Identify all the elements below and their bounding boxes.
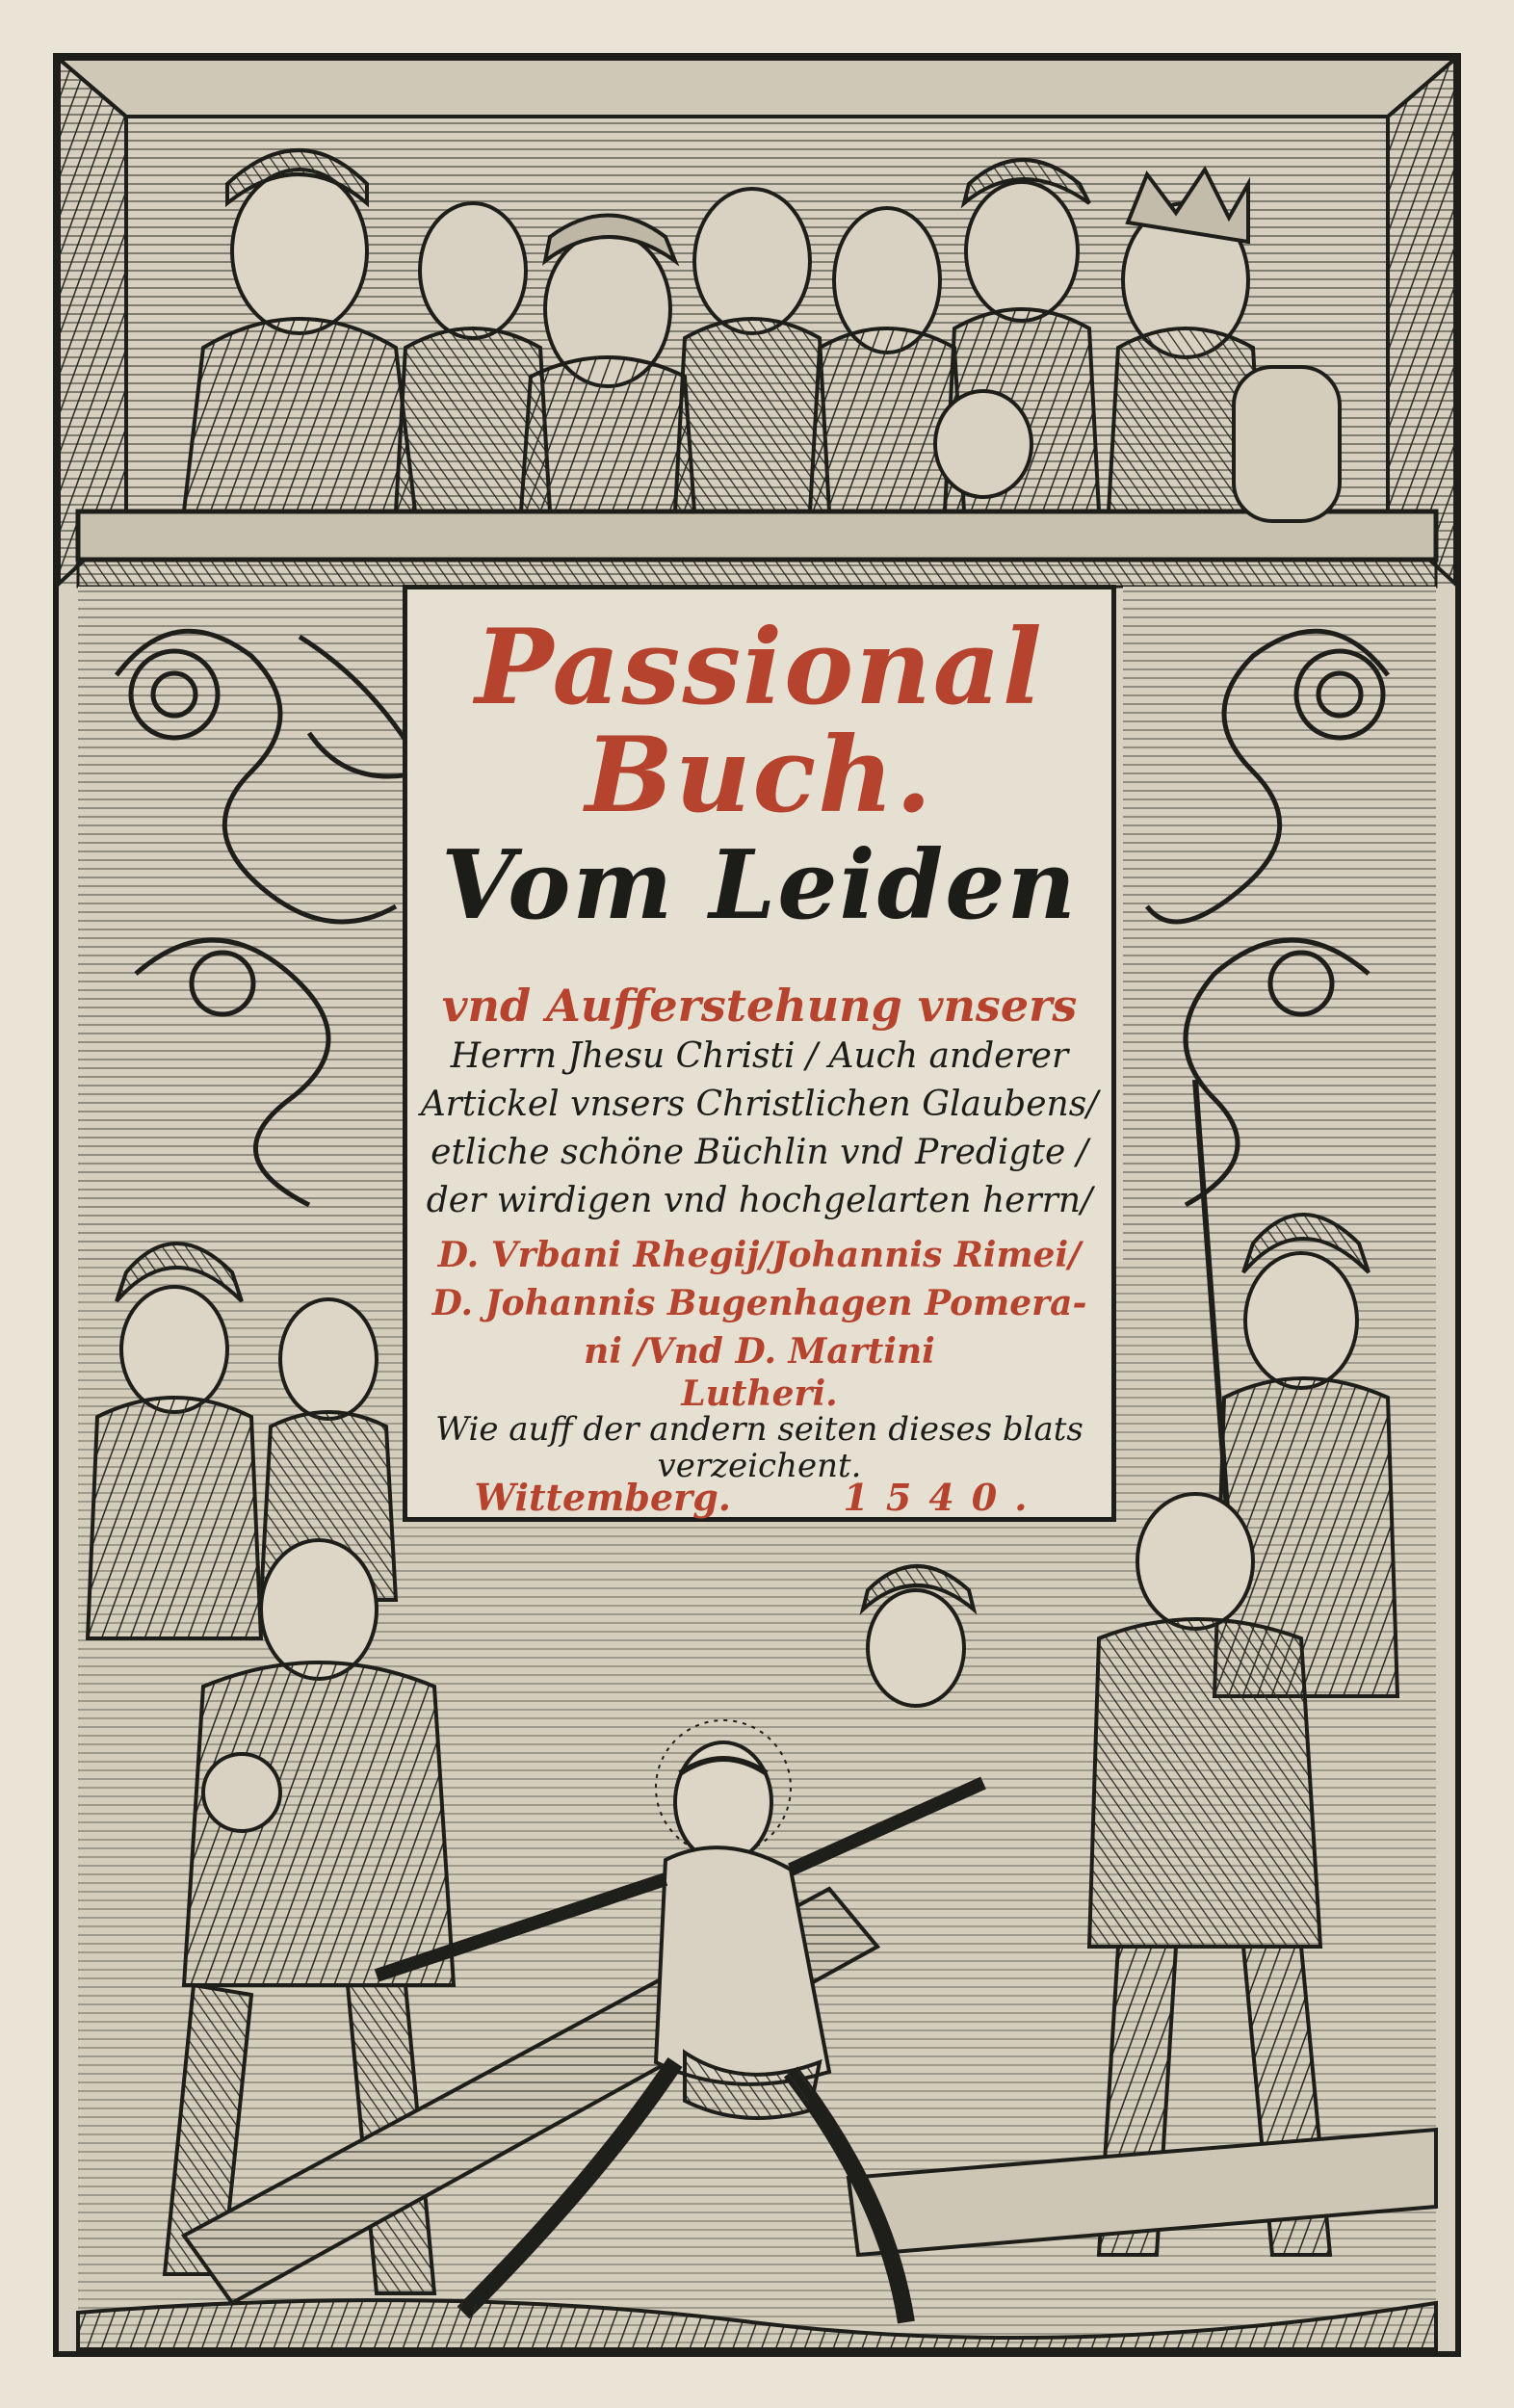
note-line-1: Wie auff der andern seiten dieses blats xyxy=(435,1410,1083,1449)
authors-line-2: D. Johannis Bugenhagen Pomera- xyxy=(431,1283,1087,1323)
text-line-1: Herrn Jhesu Christi / Auch anderer xyxy=(450,1036,1069,1076)
imprint-place: Wittemberg. xyxy=(474,1476,732,1519)
authors-line-1: D. Vrbani Rhegij/Johannis Rimei/ xyxy=(437,1235,1082,1275)
note-line-2: verzeichent. xyxy=(657,1447,862,1485)
title-text-block xyxy=(403,585,1116,1522)
imprint-line xyxy=(407,1476,1111,1519)
authors-line-4: Lutheri. xyxy=(681,1374,838,1414)
text-line-4: der wirdigen vnd hochgelarten herrn/ xyxy=(426,1181,1093,1220)
imprint-year: 1540. xyxy=(843,1476,1045,1519)
title-buch: Buch. xyxy=(585,715,934,836)
authors-line-3: ni /Vnd D. Martini xyxy=(584,1331,935,1372)
text-line-2: Artickel vnsers Christlichen Glaubens/ xyxy=(420,1085,1099,1124)
title-passional: Passional xyxy=(475,607,1044,728)
crowd-figures xyxy=(184,150,1340,521)
subtitle-aufferstehung: vnd Aufferstehung vnsers xyxy=(441,980,1078,1032)
text-line-3: etliche schöne Büchlin vnd Predigte / xyxy=(431,1133,1088,1172)
title-vom-leiden: Vom Leiden xyxy=(441,830,1078,941)
